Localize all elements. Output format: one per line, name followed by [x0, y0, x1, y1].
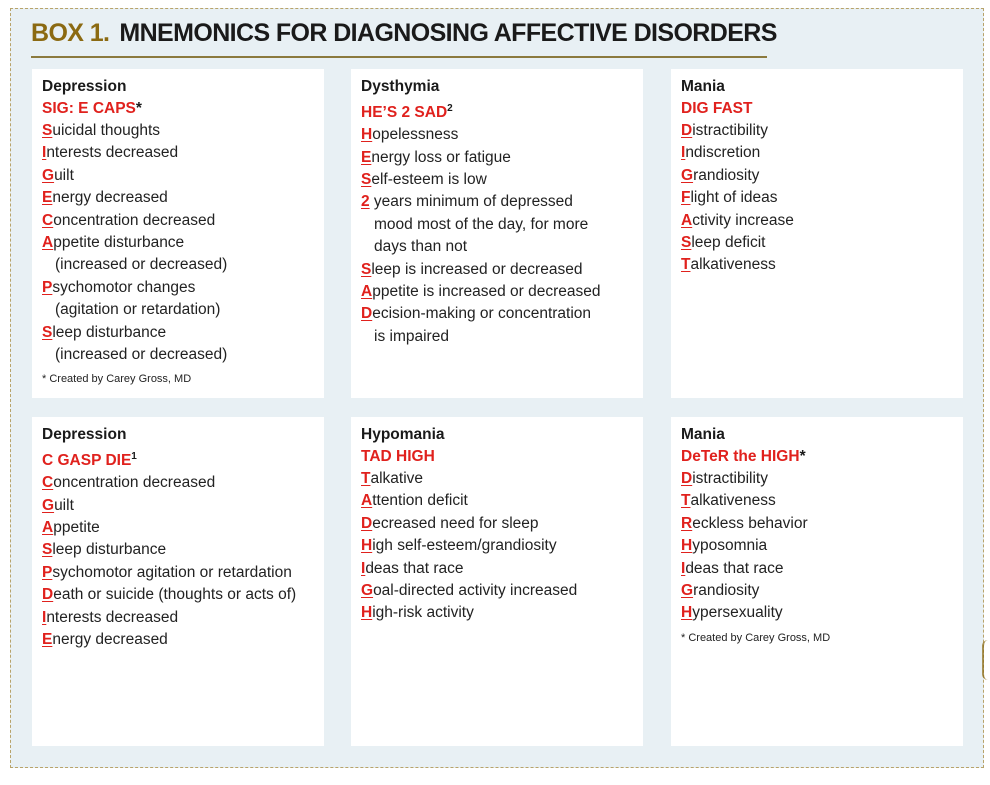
- mnemonic-reference: 2: [447, 103, 453, 114]
- mnemonic: [361, 98, 633, 124]
- item-text: igh self-esteem/grandiosity: [372, 537, 557, 555]
- item-text: ypersexuality: [692, 604, 783, 622]
- item-text: randiosity: [693, 582, 760, 600]
- list-item: [681, 254, 953, 276]
- mnemonic-letter: E: [42, 189, 53, 207]
- item-text: nergy loss or fatigue: [371, 148, 511, 166]
- mnemonic-letter: T: [361, 470, 371, 487]
- item-text: sychomotor changes: [52, 278, 196, 296]
- list-item: [361, 513, 633, 535]
- list-item: [361, 259, 633, 281]
- list-item: [42, 322, 314, 344]
- mnemonic-letter: E: [42, 631, 53, 648]
- list-item: [681, 535, 953, 557]
- item-text: opelessness: [372, 126, 459, 144]
- mnemonic-text: SIG: E CAPS: [42, 100, 136, 117]
- item-text: sychomotor agitation or retardation: [52, 563, 292, 581]
- mnemonic: [361, 446, 633, 468]
- mnemonic-letter: C: [42, 211, 54, 229]
- footnote: * Created by Carey Gross, MD: [681, 631, 831, 644]
- list-item-continuation: is impaired: [374, 327, 449, 345]
- mnemonic-letter: A: [42, 234, 54, 252]
- list-item: [42, 517, 314, 539]
- card-hypomania: [351, 417, 643, 746]
- item-text: oal-directed activity increased: [373, 582, 578, 600]
- item-text: oncentration decreased: [53, 474, 216, 492]
- list-item: [42, 472, 314, 494]
- card-mania-deter-the-high: [671, 417, 963, 746]
- mnemonic-letter: T: [681, 492, 691, 510]
- item-text: alkativeness: [690, 256, 776, 274]
- mnemonic-text: TAD HIGH: [361, 448, 435, 465]
- list-item: [681, 142, 953, 164]
- mnemonic-list: [42, 472, 314, 651]
- item-text: igh-risk activity: [372, 604, 474, 622]
- mnemonic-letter: S: [42, 122, 53, 139]
- mnemonic-reference: 1: [131, 451, 137, 462]
- mnemonic-list: [361, 468, 633, 625]
- item-text: ppetite is increased or decreased: [372, 283, 601, 300]
- list-item: [361, 490, 633, 512]
- item-text: uilt: [54, 496, 74, 514]
- card-depression-sig-e-caps: [32, 69, 324, 398]
- mnemonic-letter: S: [361, 170, 372, 188]
- mnemonic-letter: H: [681, 604, 693, 622]
- mnemonic-letter: P: [42, 278, 53, 296]
- mnemonic-text: HE’S 2 SAD: [361, 104, 448, 122]
- mnemonic-letter: C: [42, 474, 54, 492]
- item-text: deas that race: [365, 559, 464, 577]
- list-item: [681, 468, 953, 490]
- item-text: ecision-making or concentration: [372, 305, 592, 323]
- list-item: [361, 468, 633, 490]
- mnemonic-letter: G: [42, 166, 55, 184]
- item-text: deas that race: [685, 559, 784, 577]
- mnemonic-letter: S: [681, 234, 692, 252]
- mnemonic-letter: D: [681, 470, 693, 487]
- item-text: nterests decreased: [46, 608, 179, 626]
- mnemonic-letter: D: [361, 305, 373, 323]
- list-item-continuation: days than not: [374, 238, 468, 256]
- list-item: [361, 580, 633, 602]
- item-text: istractibility: [692, 470, 768, 487]
- mnemonic-letter: G: [681, 582, 694, 600]
- list-item: [681, 210, 953, 232]
- list-item: [42, 607, 314, 629]
- box-title: [31, 19, 777, 48]
- mnemonic-letter: A: [361, 492, 373, 510]
- list-item: [361, 535, 633, 557]
- list-item: [681, 187, 953, 209]
- mnemonic: [42, 98, 314, 120]
- mnemonic-letter: D: [361, 514, 373, 532]
- item-text: ppetite disturbance: [53, 234, 185, 252]
- list-item: [681, 602, 953, 624]
- item-text: uilt: [54, 166, 74, 184]
- item-text: uicidal thoughts: [52, 122, 161, 139]
- item-text: ctivity increase: [692, 211, 794, 229]
- list-item: [42, 187, 314, 209]
- card-mania-dig-fast: [671, 69, 963, 398]
- mnemonic-letter: H: [361, 126, 373, 144]
- item-text: ndiscretion: [685, 144, 761, 162]
- list-item: [361, 558, 633, 580]
- card-heading: Mania: [681, 78, 725, 95]
- mnemonic-letter: D: [681, 122, 693, 139]
- mnemonic-letter: I: [681, 144, 686, 162]
- mnemonic-letter: A: [361, 283, 373, 300]
- card-heading: Depression: [42, 78, 127, 95]
- mnemonic: [681, 446, 953, 468]
- mnemonic-letter: I: [681, 559, 686, 577]
- mnemonic-letter: H: [681, 537, 693, 555]
- list-item: [42, 277, 314, 299]
- mnemonic-letter: H: [361, 537, 373, 555]
- item-text: years minimum of depressed: [369, 193, 573, 211]
- mnemonic: [42, 446, 314, 472]
- mnemonic-text: C GASP DIE: [42, 452, 132, 470]
- mnemonic-letter: I: [361, 559, 366, 577]
- list-item: [361, 147, 633, 169]
- list-item-continuation: (increased or decreased): [55, 346, 228, 364]
- page-edge-mark: [982, 640, 990, 680]
- item-text: eath or suicide (thoughts or acts of): [53, 586, 297, 604]
- list-item: [681, 513, 953, 535]
- item-text: ecreased need for sleep: [372, 514, 539, 532]
- mnemonic-letter: R: [681, 514, 693, 532]
- item-text: elf-esteem is low: [371, 170, 487, 188]
- item-text: alkativeness: [690, 492, 776, 510]
- list-item: [361, 602, 633, 624]
- mnemonic-letter: 2: [361, 193, 370, 211]
- list-item-continuation: mood most of the day, for more: [374, 215, 589, 233]
- item-text: light of ideas: [690, 189, 778, 207]
- mnemonic-list: [681, 120, 953, 277]
- list-item: [42, 495, 314, 517]
- item-text: leep deficit: [691, 234, 766, 252]
- mnemonic-letter: G: [681, 166, 694, 184]
- mnemonic-list: [42, 120, 314, 366]
- mnemonic-list: [681, 468, 953, 625]
- mnemonic-letter: I: [42, 144, 47, 162]
- card-heading: Depression: [42, 426, 127, 443]
- list-item: [681, 580, 953, 602]
- list-item: [42, 120, 314, 142]
- list-item: [42, 232, 314, 254]
- list-item: [361, 169, 633, 191]
- mnemonics-box: [10, 8, 984, 768]
- item-text: alkative: [370, 470, 424, 487]
- card-dysthymia: [351, 69, 643, 398]
- mnemonic-letter: A: [681, 211, 693, 229]
- mnemonic-letter: D: [42, 586, 54, 604]
- list-item: [42, 142, 314, 164]
- mnemonic-letter: A: [42, 518, 54, 536]
- item-text: yposomnia: [692, 537, 768, 555]
- card-heading: Dysthymia: [361, 78, 440, 95]
- list-item: [42, 629, 314, 651]
- footnote: * Created by Carey Gross, MD: [42, 373, 192, 386]
- list-item: [42, 584, 314, 606]
- mnemonic-letter: P: [42, 563, 53, 581]
- item-text: nterests decreased: [46, 144, 179, 162]
- mnemonic-letter: S: [361, 260, 372, 278]
- mnemonic-text: DeTeR the HIGH: [681, 448, 800, 465]
- mnemonic-text: DIG FAST: [681, 100, 753, 117]
- item-text: leep disturbance: [52, 541, 167, 559]
- item-text: randiosity: [693, 166, 760, 184]
- card-heading: Hypomania: [361, 426, 445, 443]
- box-label: BOX 1.: [31, 19, 110, 47]
- list-item: [42, 562, 314, 584]
- item-text: leep disturbance: [52, 323, 167, 341]
- item-text: istractibility: [692, 122, 768, 139]
- list-item-continuation: (agitation or retardation): [55, 301, 221, 319]
- mnemonic: [681, 98, 953, 120]
- item-text: oncentration decreased: [53, 211, 216, 229]
- list-item: [361, 124, 633, 146]
- item-text: eckless behavior: [692, 514, 808, 532]
- mnemonic-letter: G: [42, 496, 55, 514]
- mnemonic-letter: F: [681, 189, 691, 207]
- mnemonic-letter: H: [361, 604, 373, 622]
- mnemonic-letter: S: [42, 323, 53, 341]
- mnemonic-letter: I: [42, 608, 47, 626]
- mnemonic-list: [361, 124, 633, 348]
- mnemonic-letter: T: [681, 256, 691, 274]
- list-item: [681, 232, 953, 254]
- list-item: [42, 539, 314, 561]
- list-item: [361, 303, 633, 325]
- mnemonic-letter: S: [42, 541, 53, 559]
- card-heading: Mania: [681, 426, 725, 443]
- item-text: leep is increased or decreased: [371, 260, 583, 278]
- item-text: ppetite: [53, 518, 100, 536]
- list-item: [681, 490, 953, 512]
- title-underline: [31, 56, 767, 58]
- card-depression-c-gasp-die: [32, 417, 324, 746]
- list-item: [361, 281, 633, 303]
- list-item-continuation: (increased or decreased): [55, 256, 228, 274]
- list-item: [681, 120, 953, 142]
- mnemonic-letter: G: [361, 582, 374, 600]
- item-text: nergy decreased: [52, 631, 168, 648]
- list-item: [681, 558, 953, 580]
- item-text: ttention deficit: [372, 492, 468, 510]
- item-text: nergy decreased: [52, 189, 168, 207]
- list-item: [42, 210, 314, 232]
- box-title-text: MNEMONICS FOR DIAGNOSING AFFECTIVE DISORDERS: [119, 19, 777, 47]
- mnemonic-asterisk: *: [799, 448, 806, 465]
- mnemonic-asterisk: *: [135, 100, 142, 117]
- list-item: [681, 165, 953, 187]
- list-item: [361, 191, 633, 213]
- mnemonic-letter: E: [361, 148, 372, 166]
- list-item: [42, 165, 314, 187]
